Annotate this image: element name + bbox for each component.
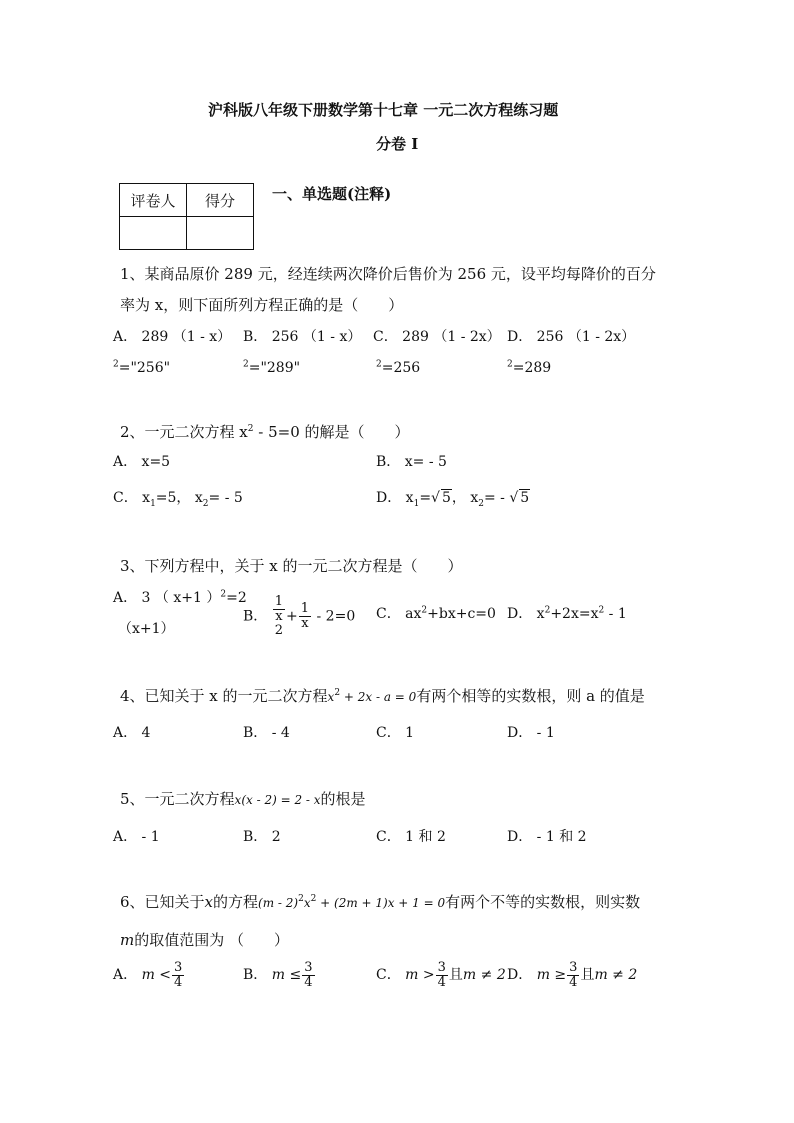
page-subtitle: 分卷 I: [376, 135, 419, 153]
q2-option-c: C． $x_1=5$， $x_2= - 5$: [113, 490, 243, 509]
q4-option-d: D． - 1: [507, 725, 555, 741]
q3-option-b: B． 1 x 2 + $\frac{1}{x}$ - 2=0: [243, 594, 356, 638]
q6-option-d: D． m ≥ $\frac{3}{4}$ 且m ≠ 2: [507, 959, 638, 990]
q3-fraction-2: $\frac{1}{x}$: [300, 601, 310, 631]
q3-option-c: C． $ax^2+bx+c=0$: [376, 605, 496, 622]
reviewer-cell: [120, 217, 187, 250]
q5-option-a: A． - 1: [113, 829, 160, 845]
q1-option-a-cont: $^2$="256": [113, 359, 171, 376]
q5-option-b: B． 2: [243, 829, 281, 845]
q6-fraction-d: $\frac{3}{4}$: [569, 959, 578, 990]
q4-option-c: C． 1: [376, 725, 415, 741]
q6-option-b: B． m ≤ $\frac{3}{4}$: [243, 959, 313, 990]
q6-option-c: C． m > $\frac{3}{4}$ 且m ≠ 2: [376, 959, 506, 990]
q1-option-b: B． 256 （1 - x）: [243, 329, 362, 345]
q3-option-a-cont: （x+1）: [118, 621, 175, 637]
q1-option-c-cont: $^2$=256: [376, 359, 421, 376]
q2-option-d: D． $x_1=√$ 5， $x_2=$ - √ 5: [376, 490, 530, 509]
q1-option-d-cont: $^2$=289: [507, 359, 552, 376]
q1-option-a: A． 289 （1 - x）: [113, 329, 232, 345]
grade-table: [119, 183, 254, 250]
q5-option-c: C． 1 和 2: [376, 829, 446, 845]
q4-option-b: B． - 4: [243, 725, 290, 741]
q6-fraction-c: $\frac{3}{4}$: [437, 959, 446, 990]
q1-stem-line2: 率为 x，则下面所列方程正确的是（ ）: [120, 296, 404, 314]
q5-stem: 5、一元二次方程x(x - 2) = 2 - x的根是: [120, 790, 366, 808]
q5-option-d: D． - 1 和 2: [507, 829, 587, 845]
q2-stem: 2、一元二次方程 $x^2 - 5=0$ 的解是（ ）: [120, 423, 410, 441]
q3-option-d: D． $x^2+2x=x^2 - 1$: [507, 605, 627, 622]
q1-option-d: D． 256 （1 - 2x）: [507, 329, 636, 345]
q2-option-a: A． x=5: [113, 454, 171, 470]
q3-stem: 3、下列方程中，关于 x 的一元二次方程是（ ）: [120, 557, 463, 575]
q6-option-a: A． m < $\frac{3}{4}$: [113, 959, 183, 990]
q1-option-b-cont: $^2$="289": [243, 359, 301, 376]
q6-fraction-b: $\frac{3}{4}$: [304, 959, 313, 990]
q3-fraction-1: 1 x 2: [274, 594, 284, 638]
page-title: 沪科版八年级下册数学第十七章 一元二次方程练习题: [208, 101, 559, 119]
q1-option-c: C． 289 （1 - 2x）: [373, 329, 501, 345]
q6-stem-line2: m的取值范围为 （ ）: [120, 931, 290, 949]
q3-option-a: A． 3 （ x+1 ）$^2$=2: [113, 589, 247, 606]
q1-stem-line1: 1、某商品原价 289 元，经连续两次降价后售价为 256 元，设平均每降价的百分: [120, 265, 656, 283]
score-cell: [187, 217, 254, 250]
q4-option-a: A． 4: [113, 725, 151, 741]
section-heading: 一、单选题(注释): [272, 185, 392, 203]
q2-option-b: B． x= - 5: [376, 454, 447, 470]
score-header: 得分: [187, 184, 254, 217]
q6-fraction-a: $\frac{3}{4}$: [174, 959, 183, 990]
q4-stem: 4、已知关于 x 的一元二次方程$x^2 + 2x - a = 0$有两个相等的实数根，则 a 的值是: [120, 687, 645, 705]
q6-stem-line1: 6、已知关于x的方程$(m - 2)^2x^2 + (2m + 1)x + 1 = 0$有两个不等的实数根，则实数: [120, 893, 641, 911]
reviewer-header: 评卷人: [120, 184, 187, 217]
